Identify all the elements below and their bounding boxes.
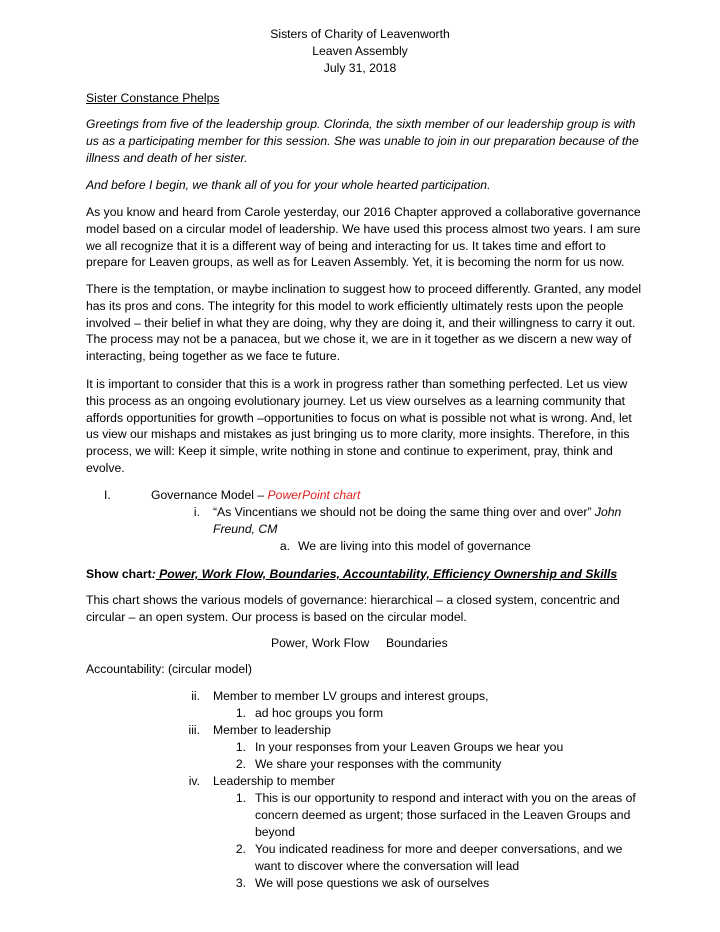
header-org: Sisters of Charity of Leavenworth (270, 27, 450, 41)
list-iii-sub-num-1: 1. (235, 740, 246, 754)
paragraph-governance: As you know and heard from Carole yesterday, our 2016 Chapter approved a collaborative governance model based on a circular model of leadership. We have used this process almost two years. I am sure we all recognize that it is a different way of being and interacting for us. It takes time and effort to prepare for Leaven groups, as well as for Leaven Assembly. Yet, it is becoming the norm for us now. (86, 205, 641, 270)
show-chart-label: Show chart (86, 567, 152, 581)
center-word-workflow: Work Flow (312, 636, 370, 650)
quote-author-2: Freund, CM (213, 522, 278, 536)
outline-subsub-text: We are living into this model of governance (298, 539, 531, 553)
list-iv-sub-2-line-1: You indicated readiness for more and deeper conversations, and we (255, 842, 623, 856)
list-iv-sub-num-1: 1. (235, 791, 246, 805)
paragraph-work-in-progress: It is important to consider that this is a work in progress rather than something perfected. Let us view this process as an ongoing evolutionary journey. Let us view ourselves as a learning community that affords opportunities for growth –opportunities to focus on what is possible not what is wrong. And, let us view our mishaps and mistakes as just bringing us to more clarity, more insights. Therefore, in this process, we will: Keep it simple, write nothing in stone and continue to experiment, pray, think and evolve. (86, 377, 632, 475)
outline-text: Governance Model – (151, 488, 268, 502)
list-item-leadership-to-member: Leadership to member (213, 774, 335, 788)
center-word-power: Power, (271, 636, 309, 650)
list-iv-sub-1-line-3: beyond (255, 825, 295, 839)
outline-item-governance (151, 487, 360, 504)
outline-sub-num: i. (193, 505, 200, 519)
list-item-member-to-member: Member to member LV groups and interest groups, (213, 689, 489, 703)
list-num-ii: ii. (191, 689, 200, 703)
vincentian-quote (213, 504, 621, 521)
show-chart-items: Power, Work Flow, Boundaries, Accountability, Efficiency Ownership and Skills (155, 567, 618, 581)
list-iii-sub-2: We share your responses with the community (255, 757, 502, 771)
powerpoint-chart-link[interactable]: PowerPoint chart (267, 488, 361, 502)
list-iv-sub-num-3: 3. (235, 876, 246, 890)
show-chart-line (86, 566, 617, 583)
quote-author-1: John (594, 505, 622, 519)
speaker-name: Sister Constance Phelps (86, 91, 220, 105)
list-iv-sub-2-line-2: want to discover where the conversation will lead (255, 859, 520, 873)
list-num-iii: iii. (188, 723, 200, 737)
list-iv-sub-1-line-1: This is our opportunity to respond and interact with you on the areas of (255, 791, 636, 805)
list-iv-sub-3: We will pose questions we ask of ourselves (255, 876, 490, 890)
center-word-boundaries: Boundaries (386, 636, 448, 650)
outline-subsub-num: a. (279, 539, 290, 553)
list-iv-sub-1-line-2: concern deemed as urgent; those surfaced in the Leaven Groups and (255, 808, 631, 822)
show-chart-colon: : (151, 567, 156, 581)
thanks-paragraph: And before I begin, we thank all of you for your whole hearted participation. (86, 178, 491, 192)
quote-text: “As Vincentians we should not be doing the same thing over and over” (213, 505, 595, 519)
list-ii-sub-num-1: 1. (235, 706, 246, 720)
list-ii-sub-1: ad hoc groups you form (255, 706, 384, 720)
accountability-heading: Accountability: (circular model) (86, 662, 252, 676)
chart-description-line-1: This chart shows the various models of governance: hierarchical – a closed system, concentric and (86, 593, 620, 607)
list-num-iv: iv. (188, 774, 200, 788)
chart-description-line-2: circular – an open system. Our process is based on the circular model. (86, 610, 467, 624)
list-iii-sub-num-2: 2. (235, 757, 246, 771)
list-iv-sub-num-2: 2. (235, 842, 246, 856)
list-item-member-to-leadership: Member to leadership (213, 723, 331, 737)
header-date: July 31, 2018 (323, 61, 397, 75)
paragraph-temptation: There is the temptation, or maybe inclination to suggest how to proceed differently. Granted, any model has its pros and cons. The integrity for this model to work efficiently ultimately rests upon the people involved – their belief in what they are doing, why they are doing it, and their willingness to carry it out. The process may not be a panacea, but we chose it, we are in it together as we discern a new way of interacting, being together as we face te future. (86, 282, 642, 364)
outline-num-I: I. (104, 488, 111, 502)
header-event: Leaven Assembly (312, 44, 408, 58)
list-iii-sub-1: In your responses from your Leaven Groups we hear you (255, 740, 564, 754)
greeting-paragraph: Greetings from five of the leadership group. Clorinda, the sixth member of our leadership group is with us as a participating member for this session. She was unable to join in our preparation because of the illness and death of her sister. (86, 117, 639, 165)
